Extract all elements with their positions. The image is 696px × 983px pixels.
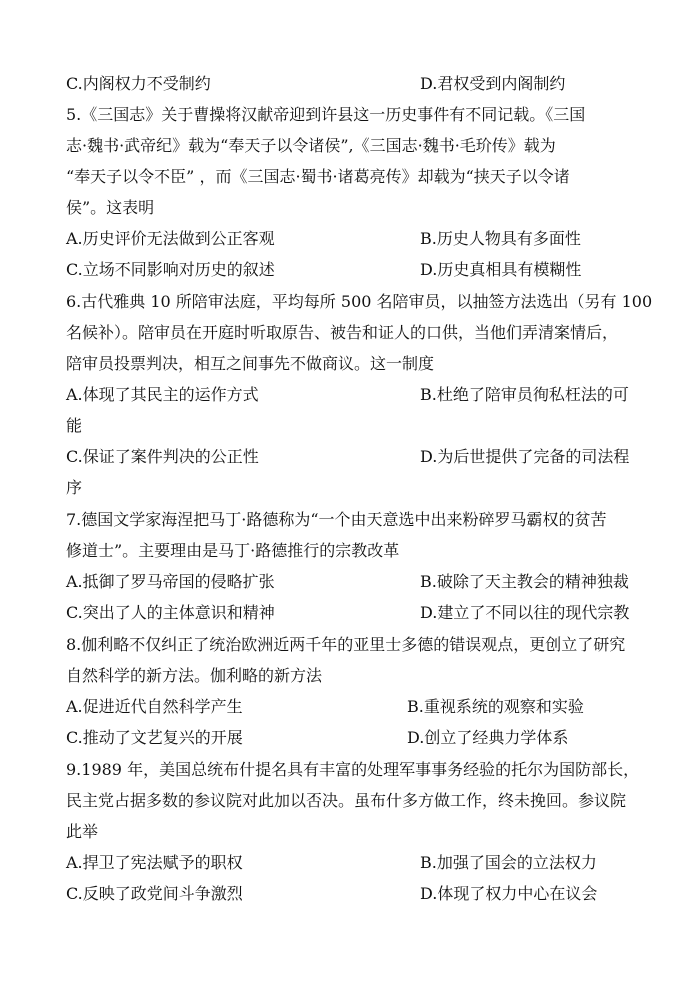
q7-option-d: D.建立了不同以往的现代宗教: [420, 603, 630, 622]
q9-stem-line-3: 此举: [66, 822, 99, 841]
q9-stem-line-2: 民主党占据多数的参议院对此加以否决。虽布什多方做工作，终未挽回。参议院: [66, 791, 627, 810]
q6-stem-line-1: 6.古代雅典 10 所陪审法庭，平均每所 500 名陪审员，以抽签方法选出（另有 100: [66, 292, 653, 311]
q9-option-b: B.加强了国会的立法权力: [420, 853, 597, 872]
q8-option-d: D.创立了经典力学体系: [407, 728, 569, 747]
q7-stem-line-1: 7.德国文学家海涅把马丁·路德称为“一个由天意选中出来粉碎罗马霸权的贫苦: [66, 510, 607, 529]
q5-stem-line-3: “奉天子以令不臣” ，而《三国志·蜀书·诸葛亮传》却载为“挟天子以令诸: [66, 167, 570, 186]
q8-option-b: B.重视系统的观察和实验: [407, 697, 584, 716]
q9-option-d: D.体现了权力中心在议会: [420, 884, 598, 903]
q8-option-a: A.促进近代自然科学产生: [66, 697, 243, 716]
q5-option-d: D.历史真相具有模糊性: [420, 260, 582, 279]
q5-option-a: A.历史评价无法做到公正客观: [66, 229, 275, 248]
q8-stem-line-2: 自然科学的新方法。伽利略的新方法: [66, 666, 323, 685]
q6-option-b-wrap: 能: [66, 416, 83, 435]
q4-option-d: D.君权受到内阁制约: [420, 74, 566, 93]
q7-option-c: C.突出了人的主体意识和精神: [66, 603, 275, 622]
q6-option-d: D.为后世提供了完备的司法程: [420, 447, 630, 466]
q9-stem-line-1: 9.1989 年，美国总统布什提名具有丰富的处理军事事务经验的托尔为国防部长，: [66, 760, 640, 779]
q5-option-c: C.立场不同影响对历史的叙述: [66, 260, 275, 279]
q6-stem-line-3: 陪审员投票判决，相互之间事先不做商议。这一制度: [66, 354, 435, 373]
q7-option-b: B.破除了天主教会的精神独裁: [420, 572, 629, 591]
q6-option-a: A.体现了其民主的运作方式: [66, 385, 259, 404]
q6-option-c: C.保证了案件判决的公正性: [66, 447, 259, 466]
q5-stem-line-1: 5.《三国志》关于曹操将汉献帝迎到许县这一历史事件有不同记载。《三国: [66, 105, 586, 124]
q7-stem-line-2: 修道士”。主要理由是马丁·路德推行的宗教改革: [66, 541, 400, 560]
q6-option-b: B.杜绝了陪审员徇私枉法的可: [420, 385, 629, 404]
q5-option-b: B.历史人物具有多面性: [420, 229, 581, 248]
q4-option-c: C.内阁权力不受制约: [66, 74, 211, 93]
q9-option-a: A.捍卫了宪法赋予的职权: [66, 853, 243, 872]
q7-option-a: A.抵御了罗马帝国的侵略扩张: [66, 572, 275, 591]
q8-stem-line-1: 8.伽利略不仅纠正了统治欧洲近两千年的亚里士多德的错误观点，更创立了研究: [66, 635, 626, 654]
q5-stem-line-2: 志·魏书·武帝纪》载为“奉天子以令诸侯”,《三国志·魏书·毛玠传》载为: [66, 136, 556, 155]
q8-option-c: C.推动了文艺复兴的开展: [66, 728, 243, 747]
q5-stem-line-4: 侯”。这表明: [66, 198, 155, 217]
q6-option-d-wrap: 序: [66, 478, 83, 497]
q9-option-c: C.反映了政党间斗争激烈: [66, 884, 243, 903]
q6-stem-line-2: 名候补）。陪审员在开庭时听取原告、被告和证人的口供，当他们弄清案情后，: [66, 323, 619, 342]
